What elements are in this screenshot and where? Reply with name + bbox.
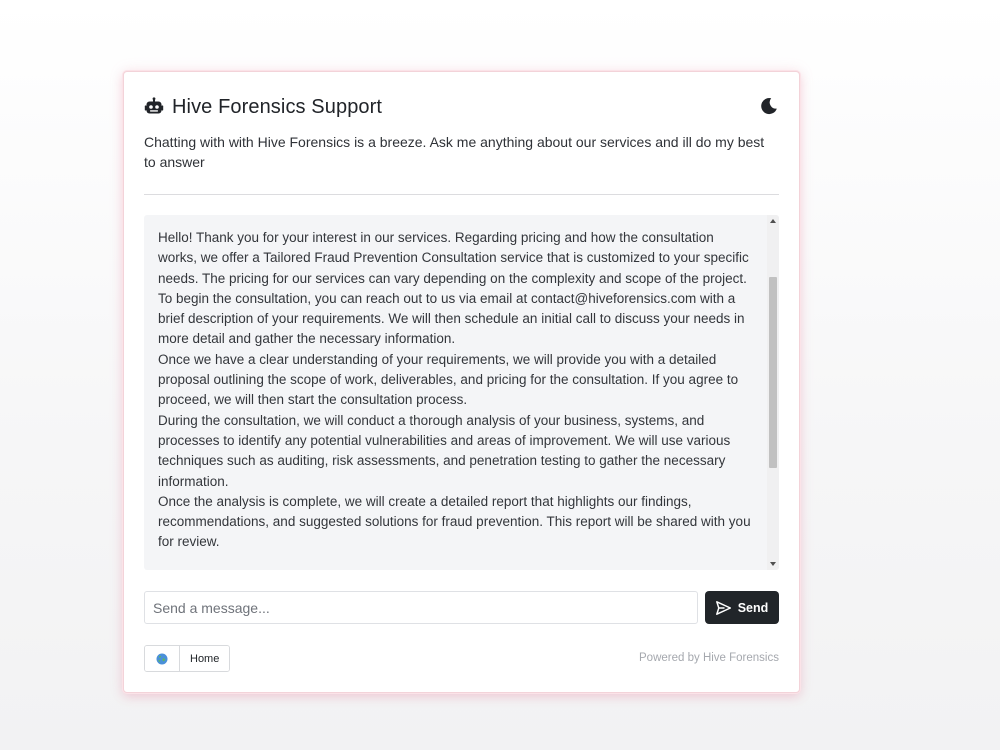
bot-message — [158, 228, 755, 553]
scrollbar-thumb[interactable] — [769, 277, 777, 468]
composer — [144, 591, 779, 626]
globe-button[interactable] — [145, 646, 180, 671]
moon-icon[interactable] — [759, 95, 779, 117]
footer-button-group — [144, 645, 230, 672]
chat-card — [123, 71, 800, 693]
message-area[interactable] — [144, 215, 779, 570]
chat-header — [144, 94, 779, 120]
paper-plane-icon — [716, 601, 731, 615]
powered-by-text: Powered by Hive Forensics — [639, 652, 779, 664]
message-paragraph: To begin the consultation, you can reach out to us via email at contact@hiveforensics.com with a brief description of your requirements. We will then schedule an initial call to discuss your needs in more detail and gather the necessary information. — [158, 290, 745, 347]
chat-footer — [144, 645, 779, 672]
robot-icon — [144, 97, 164, 117]
message-paragraph: Hello! Thank you for your interest in our services. Regarding pricing and how the consultation works, we offer a Tailored Fraud Prevention Consultation service that is customized to your specific needs. The pricing for our services can vary depending on the complexity and scope of the project. — [158, 230, 749, 286]
divider — [144, 194, 779, 195]
message-paragraph: During the consultation, we will conduct a thorough analysis of your business, systems, and processes to identify any potential vulnerabilities and areas of improvement. We will use various techniques such as auditing, risk assessments, and penetration testing to gather the necessary information. — [158, 412, 731, 489]
send-button[interactable] — [705, 591, 779, 624]
scrollbar[interactable] — [767, 215, 779, 570]
scroll-up-arrow-icon[interactable] — [767, 215, 779, 227]
globe-icon — [156, 653, 168, 665]
home-button[interactable]: Home — [180, 646, 229, 671]
message-input[interactable] — [144, 591, 698, 624]
message-paragraph: Once we have a clear understanding of your requirements, we will provide you with a detailed proposal outlining the scope of work, deliverables, and pricing for the consultation. If you agree to proceed, we will then start the consultation process. — [158, 351, 739, 408]
intro-text: Chatting with with Hive Forensics is a breeze. Ask me anything about our services and ill do my best to answer — [144, 134, 765, 170]
scroll-down-arrow-icon[interactable] — [767, 558, 779, 570]
send-button-label: Send — [737, 600, 769, 615]
message-paragraph: Once the analysis is complete, we will create a detailed report that highlights our findings, recommendations, and suggested solutions for fraud prevention. This report will be shared with you for review. — [158, 493, 751, 550]
page-title: Hive Forensics Support — [172, 95, 383, 118]
